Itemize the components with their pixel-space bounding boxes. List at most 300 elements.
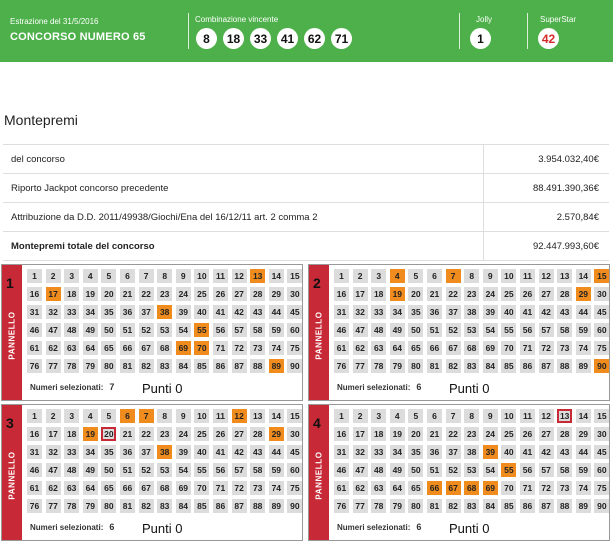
number-cell[interactable]: 48 <box>371 463 386 477</box>
number-cell[interactable]: 59 <box>269 323 284 337</box>
number-cell[interactable]: 81 <box>120 499 135 513</box>
number-cell[interactable]: 83 <box>157 359 172 373</box>
number-cell[interactable]: 84 <box>176 499 191 513</box>
number-cell[interactable]: 5 <box>101 409 116 423</box>
number-cell[interactable]: 12 <box>232 269 247 283</box>
number-cell[interactable]: 62 <box>353 341 368 355</box>
number-cell[interactable]: 50 <box>101 323 116 337</box>
number-cell[interactable]: 47 <box>353 463 368 477</box>
number-cell[interactable]: 9 <box>176 409 191 423</box>
number-cell[interactable]: 45 <box>594 445 609 459</box>
number-cell[interactable]: 12 <box>539 269 554 283</box>
number-cell[interactable]: 63 <box>371 481 386 495</box>
number-cell[interactable]: 74 <box>576 341 591 355</box>
number-cell[interactable]: 70 <box>501 341 516 355</box>
number-cell[interactable]: 2 <box>46 269 61 283</box>
number-cell[interactable]: 35 <box>408 445 423 459</box>
number-cell[interactable]: 49 <box>83 463 98 477</box>
number-cell[interactable]: 38 <box>464 445 479 459</box>
number-cell[interactable]: 33 <box>371 445 386 459</box>
number-cell[interactable]: 75 <box>594 481 609 495</box>
number-cell[interactable]: 56 <box>520 463 535 477</box>
number-cell[interactable]: 36 <box>427 305 442 319</box>
number-cell[interactable]: 68 <box>464 481 479 495</box>
number-cell[interactable]: 69 <box>176 341 191 355</box>
number-cell[interactable]: 64 <box>390 481 405 495</box>
number-cell[interactable]: 90 <box>287 499 302 513</box>
number-cell[interactable]: 77 <box>46 499 61 513</box>
number-cell[interactable]: 86 <box>213 359 228 373</box>
number-cell[interactable]: 44 <box>576 445 591 459</box>
number-cell[interactable]: 27 <box>539 427 554 441</box>
number-cell[interactable]: 44 <box>269 445 284 459</box>
number-cell[interactable]: 61 <box>27 341 42 355</box>
number-cell[interactable]: 37 <box>139 445 154 459</box>
number-cell[interactable]: 48 <box>64 323 79 337</box>
number-cell[interactable]: 9 <box>483 409 498 423</box>
number-cell[interactable]: 53 <box>157 463 172 477</box>
number-cell[interactable]: 35 <box>408 305 423 319</box>
number-cell[interactable]: 44 <box>269 305 284 319</box>
number-cell[interactable]: 82 <box>139 499 154 513</box>
number-cell[interactable]: 19 <box>83 427 98 441</box>
number-cell[interactable]: 80 <box>408 359 423 373</box>
number-cell[interactable]: 26 <box>520 427 535 441</box>
number-cell[interactable]: 3 <box>64 269 79 283</box>
number-cell[interactable]: 47 <box>46 323 61 337</box>
number-cell[interactable]: 88 <box>250 359 265 373</box>
number-cell[interactable]: 8 <box>157 409 172 423</box>
number-cell[interactable]: 74 <box>576 481 591 495</box>
number-cell[interactable]: 31 <box>27 305 42 319</box>
number-cell[interactable]: 32 <box>46 305 61 319</box>
number-cell[interactable]: 63 <box>371 341 386 355</box>
number-cell[interactable]: 82 <box>446 359 461 373</box>
number-cell[interactable]: 24 <box>176 287 191 301</box>
number-cell[interactable]: 55 <box>501 323 516 337</box>
number-cell[interactable]: 80 <box>101 359 116 373</box>
number-cell[interactable]: 53 <box>157 323 172 337</box>
number-cell[interactable]: 90 <box>594 359 609 373</box>
number-cell[interactable]: 17 <box>46 427 61 441</box>
number-cell[interactable]: 72 <box>539 341 554 355</box>
number-cell[interactable]: 60 <box>594 323 609 337</box>
number-cell[interactable]: 21 <box>120 427 135 441</box>
number-cell[interactable]: 43 <box>250 305 265 319</box>
number-cell[interactable]: 57 <box>232 463 247 477</box>
number-cell[interactable]: 81 <box>427 359 442 373</box>
number-cell[interactable]: 11 <box>213 269 228 283</box>
number-cell[interactable]: 21 <box>427 427 442 441</box>
number-cell[interactable]: 78 <box>371 499 386 513</box>
number-cell[interactable]: 4 <box>390 269 405 283</box>
number-cell[interactable]: 36 <box>120 305 135 319</box>
number-cell[interactable]: 55 <box>194 323 209 337</box>
number-cell[interactable]: 59 <box>576 323 591 337</box>
number-cell[interactable]: 27 <box>232 427 247 441</box>
number-cell[interactable]: 42 <box>539 445 554 459</box>
number-cell[interactable]: 34 <box>390 305 405 319</box>
number-cell[interactable]: 22 <box>139 287 154 301</box>
number-cell[interactable]: 24 <box>483 427 498 441</box>
number-cell[interactable]: 33 <box>64 445 79 459</box>
number-cell[interactable]: 52 <box>139 323 154 337</box>
number-cell[interactable]: 2 <box>353 269 368 283</box>
number-cell[interactable]: 38 <box>464 305 479 319</box>
number-cell[interactable]: 38 <box>157 305 172 319</box>
number-cell[interactable]: 26 <box>520 287 535 301</box>
number-cell[interactable]: 60 <box>594 463 609 477</box>
number-cell[interactable]: 10 <box>501 409 516 423</box>
number-cell[interactable]: 80 <box>101 499 116 513</box>
number-cell[interactable]: 15 <box>594 269 609 283</box>
number-cell[interactable]: 73 <box>557 341 572 355</box>
number-cell[interactable]: 63 <box>64 481 79 495</box>
number-cell[interactable]: 85 <box>194 499 209 513</box>
number-cell[interactable]: 19 <box>390 287 405 301</box>
number-cell[interactable]: 8 <box>464 269 479 283</box>
number-cell[interactable]: 39 <box>176 305 191 319</box>
number-cell[interactable]: 83 <box>157 499 172 513</box>
number-cell[interactable]: 85 <box>501 359 516 373</box>
number-cell[interactable]: 47 <box>46 463 61 477</box>
number-cell[interactable]: 65 <box>408 341 423 355</box>
number-cell[interactable]: 29 <box>576 287 591 301</box>
number-cell[interactable]: 33 <box>64 305 79 319</box>
number-cell[interactable]: 51 <box>120 323 135 337</box>
number-cell[interactable]: 81 <box>120 359 135 373</box>
number-cell[interactable]: 66 <box>120 481 135 495</box>
number-cell[interactable]: 73 <box>250 341 265 355</box>
number-cell[interactable]: 25 <box>194 287 209 301</box>
number-cell[interactable]: 18 <box>371 427 386 441</box>
number-cell[interactable]: 11 <box>520 269 535 283</box>
number-cell[interactable]: 89 <box>269 499 284 513</box>
number-cell[interactable]: 46 <box>334 463 349 477</box>
number-cell[interactable]: 71 <box>520 341 535 355</box>
number-cell[interactable]: 45 <box>287 445 302 459</box>
number-cell[interactable]: 40 <box>501 305 516 319</box>
number-cell[interactable]: 34 <box>83 445 98 459</box>
number-cell[interactable]: 31 <box>334 305 349 319</box>
number-cell[interactable]: 18 <box>371 287 386 301</box>
number-cell[interactable]: 20 <box>408 287 423 301</box>
number-cell[interactable]: 58 <box>250 323 265 337</box>
number-cell[interactable]: 37 <box>139 305 154 319</box>
number-cell[interactable]: 37 <box>446 445 461 459</box>
number-cell[interactable]: 15 <box>287 269 302 283</box>
number-cell[interactable]: 55 <box>194 463 209 477</box>
number-cell[interactable]: 51 <box>427 323 442 337</box>
number-cell[interactable]: 39 <box>176 445 191 459</box>
number-cell[interactable]: 76 <box>334 499 349 513</box>
number-cell[interactable]: 10 <box>194 269 209 283</box>
number-cell[interactable]: 27 <box>539 287 554 301</box>
number-cell[interactable]: 17 <box>46 287 61 301</box>
number-cell[interactable]: 21 <box>120 287 135 301</box>
number-cell[interactable]: 84 <box>483 359 498 373</box>
number-cell[interactable]: 15 <box>287 409 302 423</box>
number-cell[interactable]: 27 <box>232 287 247 301</box>
number-cell[interactable]: 6 <box>120 269 135 283</box>
number-cell[interactable]: 45 <box>594 305 609 319</box>
number-cell[interactable]: 55 <box>501 463 516 477</box>
number-cell[interactable]: 62 <box>46 481 61 495</box>
number-cell[interactable]: 77 <box>353 359 368 373</box>
number-cell[interactable]: 78 <box>64 359 79 373</box>
number-cell[interactable]: 58 <box>250 463 265 477</box>
number-cell[interactable]: 23 <box>157 427 172 441</box>
number-cell[interactable]: 33 <box>371 305 386 319</box>
number-cell[interactable]: 26 <box>213 287 228 301</box>
number-cell[interactable]: 23 <box>157 287 172 301</box>
number-cell[interactable]: 83 <box>464 499 479 513</box>
number-cell[interactable]: 88 <box>557 359 572 373</box>
number-cell[interactable]: 11 <box>520 409 535 423</box>
number-cell[interactable]: 16 <box>27 287 42 301</box>
number-cell[interactable]: 8 <box>464 409 479 423</box>
number-cell[interactable]: 52 <box>446 463 461 477</box>
number-cell[interactable]: 25 <box>194 427 209 441</box>
number-cell[interactable]: 67 <box>446 341 461 355</box>
number-cell[interactable]: 74 <box>269 481 284 495</box>
number-cell[interactable]: 39 <box>483 445 498 459</box>
number-cell[interactable]: 72 <box>232 481 247 495</box>
number-cell[interactable]: 41 <box>520 445 535 459</box>
number-cell[interactable]: 88 <box>250 499 265 513</box>
number-cell[interactable]: 23 <box>464 287 479 301</box>
number-cell[interactable]: 71 <box>213 341 228 355</box>
number-cell[interactable]: 10 <box>501 269 516 283</box>
number-cell[interactable]: 16 <box>334 287 349 301</box>
number-cell[interactable]: 57 <box>232 323 247 337</box>
number-cell[interactable]: 77 <box>353 499 368 513</box>
number-cell[interactable]: 32 <box>46 445 61 459</box>
number-cell[interactable]: 21 <box>427 287 442 301</box>
number-cell[interactable]: 61 <box>334 481 349 495</box>
number-cell[interactable]: 54 <box>176 463 191 477</box>
number-cell[interactable]: 36 <box>427 445 442 459</box>
number-cell[interactable]: 9 <box>483 269 498 283</box>
number-cell[interactable]: 53 <box>464 463 479 477</box>
number-cell[interactable]: 60 <box>287 463 302 477</box>
number-cell[interactable]: 5 <box>101 269 116 283</box>
number-cell[interactable]: 65 <box>101 341 116 355</box>
number-cell[interactable]: 18 <box>64 427 79 441</box>
number-cell[interactable]: 87 <box>539 359 554 373</box>
number-cell[interactable]: 70 <box>501 481 516 495</box>
number-cell[interactable]: 12 <box>232 409 247 423</box>
number-cell[interactable]: 50 <box>408 323 423 337</box>
number-cell[interactable]: 58 <box>557 323 572 337</box>
number-cell[interactable]: 71 <box>213 481 228 495</box>
number-cell[interactable]: 57 <box>539 463 554 477</box>
number-cell[interactable]: 15 <box>594 409 609 423</box>
number-cell[interactable]: 18 <box>64 287 79 301</box>
number-cell[interactable]: 64 <box>83 341 98 355</box>
number-cell[interactable]: 76 <box>334 359 349 373</box>
number-cell[interactable]: 84 <box>483 499 498 513</box>
number-cell[interactable]: 20 <box>101 427 116 441</box>
number-cell[interactable]: 1 <box>27 269 42 283</box>
number-cell[interactable]: 1 <box>334 409 349 423</box>
number-cell[interactable]: 86 <box>520 359 535 373</box>
number-cell[interactable]: 52 <box>446 323 461 337</box>
number-cell[interactable]: 46 <box>27 463 42 477</box>
number-cell[interactable]: 13 <box>557 269 572 283</box>
number-cell[interactable]: 3 <box>64 409 79 423</box>
number-cell[interactable]: 30 <box>594 427 609 441</box>
number-cell[interactable]: 43 <box>557 305 572 319</box>
number-cell[interactable]: 28 <box>250 287 265 301</box>
number-cell[interactable]: 41 <box>520 305 535 319</box>
number-cell[interactable]: 68 <box>157 341 172 355</box>
number-cell[interactable]: 48 <box>371 323 386 337</box>
number-cell[interactable]: 78 <box>64 499 79 513</box>
number-cell[interactable]: 82 <box>446 499 461 513</box>
number-cell[interactable]: 28 <box>250 427 265 441</box>
number-cell[interactable]: 68 <box>157 481 172 495</box>
number-cell[interactable]: 35 <box>101 305 116 319</box>
number-cell[interactable]: 51 <box>427 463 442 477</box>
number-cell[interactable]: 51 <box>120 463 135 477</box>
number-cell[interactable]: 7 <box>446 409 461 423</box>
number-cell[interactable]: 86 <box>520 499 535 513</box>
number-cell[interactable]: 73 <box>557 481 572 495</box>
number-cell[interactable]: 22 <box>446 287 461 301</box>
number-cell[interactable]: 24 <box>176 427 191 441</box>
number-cell[interactable]: 69 <box>176 481 191 495</box>
number-cell[interactable]: 86 <box>213 499 228 513</box>
number-cell[interactable]: 35 <box>101 445 116 459</box>
number-cell[interactable]: 29 <box>576 427 591 441</box>
number-cell[interactable]: 75 <box>287 481 302 495</box>
number-cell[interactable]: 73 <box>250 481 265 495</box>
number-cell[interactable]: 30 <box>287 427 302 441</box>
number-cell[interactable]: 40 <box>501 445 516 459</box>
number-cell[interactable]: 72 <box>539 481 554 495</box>
number-cell[interactable]: 56 <box>520 323 535 337</box>
number-cell[interactable]: 2 <box>353 409 368 423</box>
number-cell[interactable]: 22 <box>446 427 461 441</box>
number-cell[interactable]: 31 <box>27 445 42 459</box>
number-cell[interactable]: 64 <box>390 341 405 355</box>
number-cell[interactable]: 87 <box>232 499 247 513</box>
number-cell[interactable]: 79 <box>83 359 98 373</box>
number-cell[interactable]: 7 <box>139 269 154 283</box>
number-cell[interactable]: 1 <box>334 269 349 283</box>
number-cell[interactable]: 42 <box>232 305 247 319</box>
number-cell[interactable]: 41 <box>213 445 228 459</box>
number-cell[interactable]: 22 <box>139 427 154 441</box>
number-cell[interactable]: 76 <box>27 499 42 513</box>
number-cell[interactable]: 14 <box>576 269 591 283</box>
number-cell[interactable]: 3 <box>371 409 386 423</box>
number-cell[interactable]: 13 <box>250 409 265 423</box>
number-cell[interactable]: 83 <box>464 359 479 373</box>
number-cell[interactable]: 4 <box>83 269 98 283</box>
number-cell[interactable]: 59 <box>576 463 591 477</box>
number-cell[interactable]: 13 <box>557 409 572 423</box>
number-cell[interactable]: 36 <box>120 445 135 459</box>
number-cell[interactable]: 70 <box>194 481 209 495</box>
number-cell[interactable]: 45 <box>287 305 302 319</box>
number-cell[interactable]: 17 <box>353 427 368 441</box>
number-cell[interactable]: 7 <box>139 409 154 423</box>
number-cell[interactable]: 19 <box>83 287 98 301</box>
number-cell[interactable]: 61 <box>334 341 349 355</box>
number-cell[interactable]: 87 <box>539 499 554 513</box>
number-cell[interactable]: 30 <box>287 287 302 301</box>
number-cell[interactable]: 90 <box>594 499 609 513</box>
number-cell[interactable]: 50 <box>408 463 423 477</box>
number-cell[interactable]: 62 <box>353 481 368 495</box>
number-cell[interactable]: 85 <box>194 359 209 373</box>
number-cell[interactable]: 84 <box>176 359 191 373</box>
number-cell[interactable]: 43 <box>557 445 572 459</box>
number-cell[interactable]: 8 <box>157 269 172 283</box>
number-cell[interactable]: 69 <box>483 341 498 355</box>
number-cell[interactable]: 32 <box>353 305 368 319</box>
number-cell[interactable]: 65 <box>408 481 423 495</box>
number-cell[interactable]: 43 <box>250 445 265 459</box>
number-cell[interactable]: 49 <box>390 463 405 477</box>
number-cell[interactable]: 14 <box>269 409 284 423</box>
number-cell[interactable]: 29 <box>269 287 284 301</box>
number-cell[interactable]: 75 <box>287 341 302 355</box>
number-cell[interactable]: 58 <box>557 463 572 477</box>
number-cell[interactable]: 61 <box>27 481 42 495</box>
number-cell[interactable]: 40 <box>194 305 209 319</box>
number-cell[interactable]: 14 <box>576 409 591 423</box>
number-cell[interactable]: 31 <box>334 445 349 459</box>
number-cell[interactable]: 47 <box>353 323 368 337</box>
number-cell[interactable]: 5 <box>408 409 423 423</box>
number-cell[interactable]: 29 <box>269 427 284 441</box>
number-cell[interactable]: 81 <box>427 499 442 513</box>
number-cell[interactable]: 49 <box>390 323 405 337</box>
number-cell[interactable]: 75 <box>594 341 609 355</box>
number-cell[interactable]: 77 <box>46 359 61 373</box>
number-cell[interactable]: 26 <box>213 427 228 441</box>
number-cell[interactable]: 6 <box>120 409 135 423</box>
number-cell[interactable]: 28 <box>557 287 572 301</box>
number-cell[interactable]: 82 <box>139 359 154 373</box>
number-cell[interactable]: 11 <box>213 409 228 423</box>
number-cell[interactable]: 25 <box>501 427 516 441</box>
number-cell[interactable]: 53 <box>464 323 479 337</box>
number-cell[interactable]: 52 <box>139 463 154 477</box>
number-cell[interactable]: 67 <box>139 481 154 495</box>
number-cell[interactable]: 25 <box>501 287 516 301</box>
number-cell[interactable]: 1 <box>27 409 42 423</box>
number-cell[interactable]: 42 <box>232 445 247 459</box>
number-cell[interactable]: 89 <box>576 359 591 373</box>
number-cell[interactable]: 66 <box>427 341 442 355</box>
number-cell[interactable]: 59 <box>269 463 284 477</box>
number-cell[interactable]: 56 <box>213 323 228 337</box>
number-cell[interactable]: 79 <box>83 499 98 513</box>
number-cell[interactable]: 50 <box>101 463 116 477</box>
number-cell[interactable]: 63 <box>64 341 79 355</box>
number-cell[interactable]: 62 <box>46 341 61 355</box>
number-cell[interactable]: 40 <box>194 445 209 459</box>
number-cell[interactable]: 54 <box>483 323 498 337</box>
number-cell[interactable]: 41 <box>213 305 228 319</box>
number-cell[interactable]: 67 <box>446 481 461 495</box>
number-cell[interactable]: 9 <box>176 269 191 283</box>
number-cell[interactable]: 12 <box>539 409 554 423</box>
